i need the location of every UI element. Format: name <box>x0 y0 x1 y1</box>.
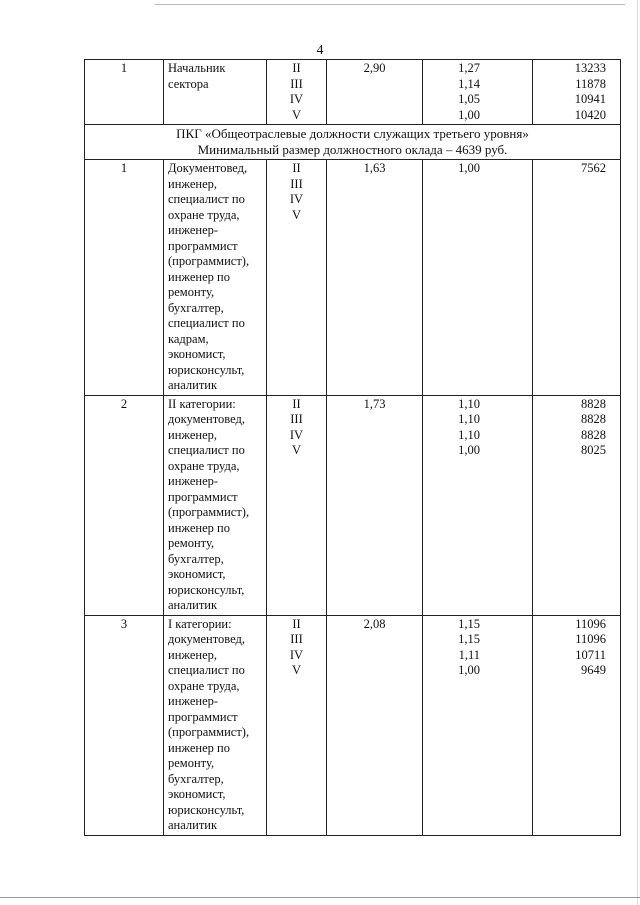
position-title-line: (программист), <box>168 725 250 739</box>
level-coefficients-line: 1,10 <box>458 412 480 426</box>
salary-values-line: 8828 <box>581 396 606 411</box>
salary-values-line: 10941 <box>574 92 606 106</box>
salary-values-line: 11096 <box>575 616 606 631</box>
table-body-rows <box>85 160 621 836</box>
position-title-line: инженер- <box>168 474 219 488</box>
salary-values-cell <box>533 60 621 125</box>
position-title-line: аналитик <box>168 378 218 392</box>
qualification-levels-line: II <box>292 61 301 75</box>
qualification-levels-line: V <box>291 663 302 677</box>
salary-values-line: 10420 <box>574 107 606 122</box>
position-title-cell <box>164 615 267 835</box>
position-title-line: программист <box>168 489 238 504</box>
table-body-top <box>85 60 621 125</box>
qualification-levels-cell <box>267 160 327 396</box>
coefficient: 1,63 <box>363 161 386 175</box>
row-number: 1 <box>120 161 128 175</box>
position-title-line: юрисконсульт, <box>168 802 245 817</box>
scan-edge-right <box>637 0 638 905</box>
level-coefficients-line: 1,10 <box>458 396 480 411</box>
coefficient: 1,73 <box>363 396 386 411</box>
qualification-levels-cell <box>267 395 327 615</box>
position-title-line: ремонту, <box>168 285 215 299</box>
qualification-levels-cell <box>267 615 327 835</box>
row-number-cell <box>85 160 164 396</box>
position-title-cell <box>164 160 267 396</box>
position-title-line: специалист по <box>168 316 245 330</box>
level-coefficients-line: 1,15 <box>458 632 480 646</box>
salary-table <box>84 59 621 836</box>
salary-values-line: 13233 <box>574 61 606 75</box>
qualification-levels-cell <box>267 60 327 125</box>
coefficient: 2,08 <box>363 616 386 631</box>
page-number: 4 <box>316 43 324 58</box>
table-row <box>85 60 621 125</box>
group-header-title: ПКГ «Общеотраслевые должности служащих третьего уровня» <box>176 126 529 141</box>
level-coefficients-cell <box>423 395 533 615</box>
position-title-line: документовед, <box>168 412 245 426</box>
row-number: 1 <box>120 61 128 75</box>
group-header-min-salary: Минимальный размер должностного оклада – 4639 руб. <box>197 142 508 157</box>
position-title-line: юрисконсульт, <box>168 362 245 377</box>
position-title-line: Начальник <box>168 61 226 75</box>
position-title-line: инженер, <box>168 176 218 191</box>
qualification-levels-line: II <box>292 161 301 175</box>
qualification-levels-line: III <box>290 176 303 191</box>
qualification-levels-line: II <box>292 396 301 411</box>
level-coefficients-line: 1,14 <box>458 76 480 91</box>
level-coefficients-cell <box>423 615 533 835</box>
group-header-cell <box>85 125 621 160</box>
coefficient-cell <box>327 615 423 835</box>
salary-values-line: 8025 <box>581 443 606 457</box>
position-title-line: инженер, <box>168 427 218 442</box>
position-title-line: инженер- <box>168 694 219 708</box>
position-title-line: специалист по <box>168 443 245 457</box>
position-title-line: бухгалтер, <box>168 551 224 566</box>
salary-values-line: 9649 <box>581 663 606 677</box>
level-coefficients-line: 1,10 <box>458 427 480 442</box>
position-title-line: II категории: <box>168 396 236 411</box>
qualification-levels-line: V <box>291 107 302 122</box>
position-title-line: экономист, <box>168 787 226 801</box>
position-title-line: документовед, <box>168 632 245 646</box>
level-coefficients-line: 1,15 <box>458 616 480 631</box>
row-number-cell <box>85 615 164 835</box>
position-title-line: инженер по <box>168 740 230 755</box>
position-title-line: охране труда, <box>168 458 240 473</box>
salary-values-line: 7562 <box>581 161 606 175</box>
level-coefficients-line: 1,00 <box>458 107 480 122</box>
position-title-line: (программист), <box>168 505 250 519</box>
row-number-cell <box>85 60 164 125</box>
table-row <box>85 395 621 615</box>
qualification-levels-line: V <box>291 207 302 222</box>
position-title-line: охране труда, <box>168 678 240 693</box>
qualification-levels-line: IV <box>289 192 304 206</box>
scan-edge-bottom <box>0 897 640 898</box>
salary-values-line: 11878 <box>575 76 606 91</box>
qualification-levels-line: III <box>290 76 303 91</box>
position-title-line: I категории: <box>168 616 232 631</box>
qualification-levels-line: IV <box>289 92 304 106</box>
qualification-levels-line: III <box>290 412 303 426</box>
position-title-line: специалист по <box>168 192 245 206</box>
level-coefficients-cell <box>423 160 533 396</box>
position-title-line: инженер, <box>168 647 218 662</box>
qualification-levels-line: IV <box>289 427 304 442</box>
position-title-line: инженер по <box>168 269 230 284</box>
level-coefficients-line: 1,00 <box>458 443 480 457</box>
table-row <box>85 615 621 835</box>
qualification-levels-line: IV <box>289 647 304 662</box>
position-title-cell <box>164 395 267 615</box>
level-coefficients-line: 1,05 <box>458 92 480 106</box>
position-title-line: бухгалтер, <box>168 771 224 786</box>
salary-values-line: 10711 <box>575 647 606 662</box>
position-title-line: инженер- <box>168 223 219 237</box>
position-title-line: сектора <box>168 76 209 91</box>
row-number: 3 <box>120 616 128 631</box>
position-title-line: аналитик <box>168 598 218 612</box>
qualification-levels-line: V <box>291 443 302 457</box>
qualification-levels-line: II <box>292 616 301 631</box>
coefficient-cell <box>327 160 423 396</box>
position-title-line: бухгалтер, <box>168 300 224 315</box>
level-coefficients-cell <box>423 60 533 125</box>
scan-edge-top <box>155 4 625 5</box>
position-title-line: аналитик <box>168 818 218 832</box>
position-title-cell <box>164 60 267 125</box>
salary-values-cell <box>533 395 621 615</box>
position-title-line: экономист, <box>168 347 226 361</box>
position-title-line: экономист, <box>168 567 226 581</box>
salary-values-cell <box>533 615 621 835</box>
coefficient-cell <box>327 60 423 125</box>
position-title-line: программист <box>168 709 238 724</box>
salary-values-line: 8828 <box>581 427 606 442</box>
level-coefficients-line: 1,27 <box>458 61 480 75</box>
position-title-line: инженер по <box>168 520 230 535</box>
qualification-levels-line: III <box>290 632 303 646</box>
level-coefficients-line: 1,00 <box>458 663 480 677</box>
group-header-body <box>85 125 621 160</box>
position-title-line: ремонту, <box>168 536 215 550</box>
position-title-line: ремонту, <box>168 756 215 770</box>
coefficient-cell <box>327 395 423 615</box>
position-title-line: охране труда, <box>168 207 240 222</box>
level-coefficients-line: 1,00 <box>458 161 480 175</box>
salary-values-line: 11096 <box>575 632 606 646</box>
table-row <box>85 160 621 396</box>
group-header-row <box>85 125 621 160</box>
position-title-line: специалист по <box>168 663 245 677</box>
position-title-line: Документовед, <box>168 161 248 175</box>
position-title-line: (программист), <box>168 254 250 268</box>
salary-values-cell <box>533 160 621 396</box>
coefficient: 2,90 <box>363 61 386 75</box>
position-title-line: кадрам, <box>168 331 209 346</box>
row-number-cell <box>85 395 164 615</box>
level-coefficients-line: 1,11 <box>458 647 480 662</box>
row-number: 2 <box>120 396 128 411</box>
position-title-line: юрисконсульт, <box>168 582 245 597</box>
position-title-line: программист <box>168 238 238 253</box>
salary-values-line: 8828 <box>581 412 606 426</box>
